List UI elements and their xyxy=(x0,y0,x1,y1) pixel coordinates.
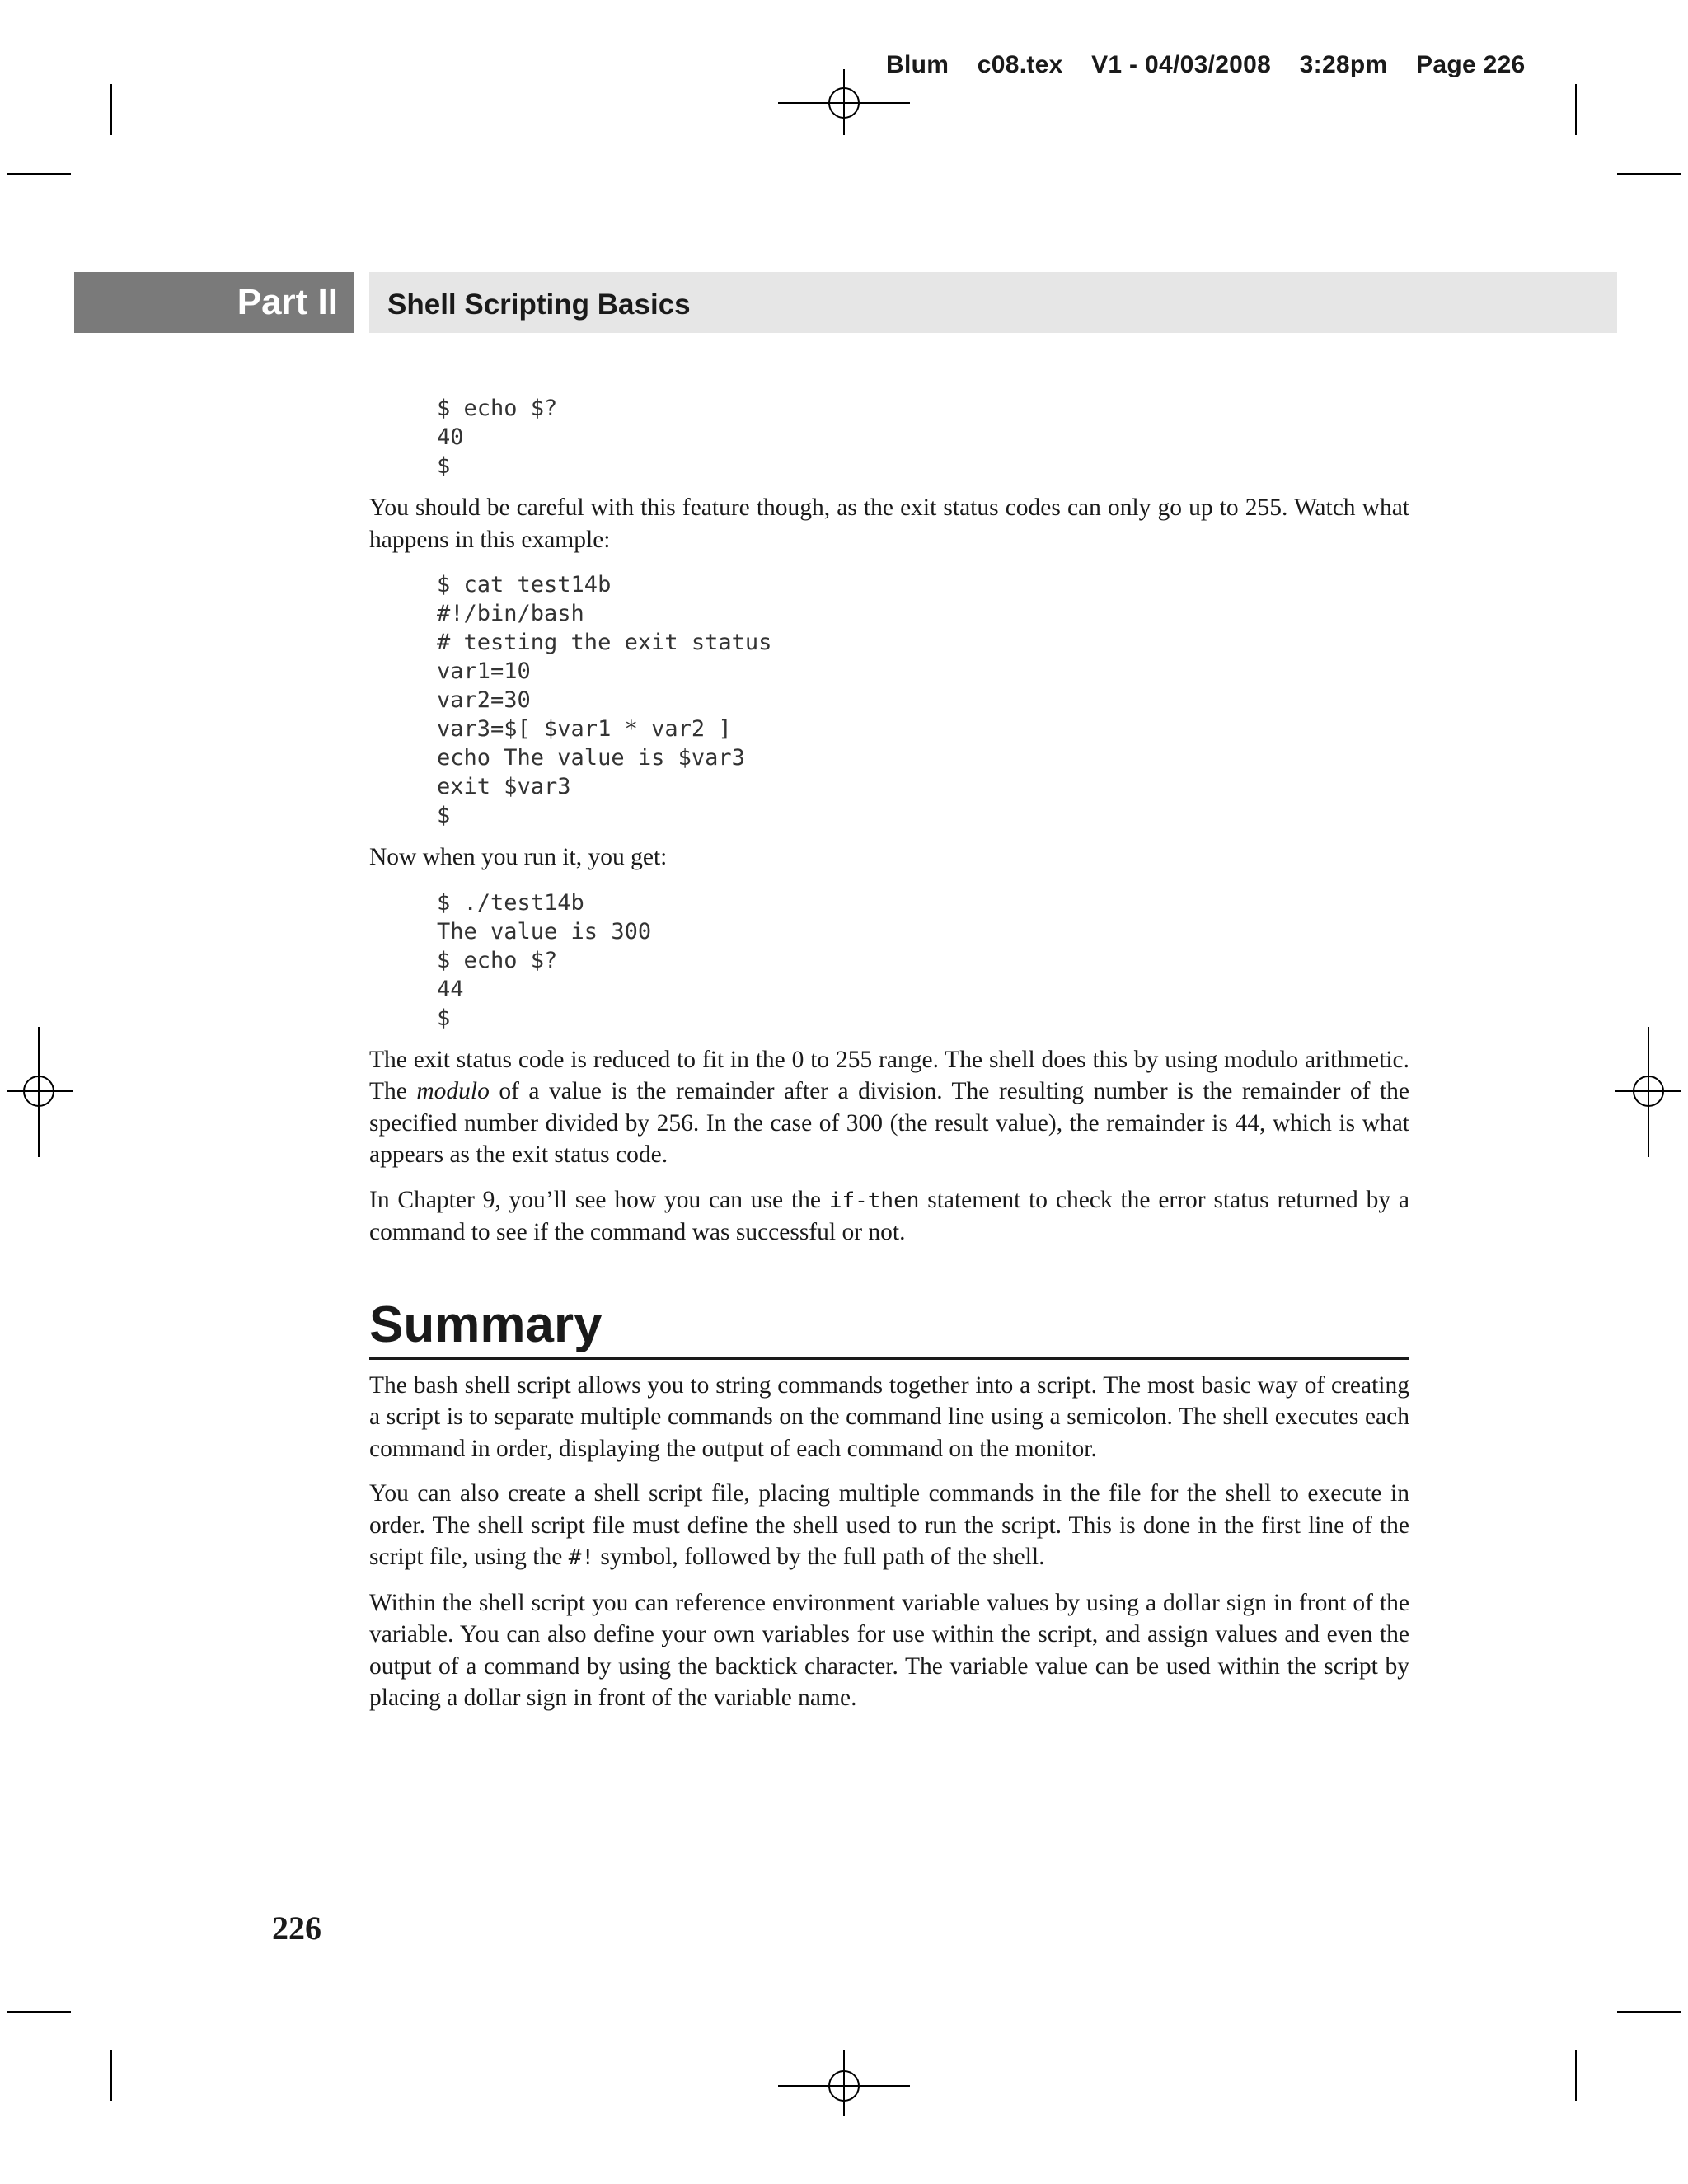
if-then-code: if-then xyxy=(828,1188,920,1213)
crop-mark-bottom-left-horizontal xyxy=(7,2011,71,2013)
summary-paragraph-2-text-b: symbol, followed by the full path of the shell. xyxy=(594,1544,1045,1570)
crop-mark-bottom-right-horizontal xyxy=(1617,2011,1681,2013)
page-number: 226 xyxy=(272,1910,321,1947)
crop-mark-bottom-right-vertical xyxy=(1575,2050,1577,2101)
paragraph-modulo-text-a: The exit status code is reduced to fit in the 0 to 255 range. The shell does this by using modulo arithmetic. The xyxy=(369,1046,1409,1104)
summary-paragraph-3: Within the shell script you can reference environment variable values by using a dollar sign in front of the variable. You can also define your own variables for use within the script, and assign values and even the output of a command by using the backtick character. The variable value can be used within the script by placing a dollar sign in front of the variable name. xyxy=(369,1589,1409,1711)
registration-mark-top-circle xyxy=(828,87,860,119)
paragraph-chapter-9-text-a: In Chapter 9, you’ll see how you can use the xyxy=(369,1186,829,1213)
summary-heading: Summary xyxy=(369,1296,1409,1360)
summary-paragraph-2-text-a: You can also create a shell script file, placing multiple commands in the file for the shell to execute in order. The shell script file must define the shell used to run the script. This is done in the first line of the script file, using the xyxy=(369,1480,1409,1570)
page-slug: Blum c08.tex V1 - 04/03/2008 3:28pm Page 226 xyxy=(886,51,1526,78)
crop-mark-top-right-vertical xyxy=(1575,84,1577,135)
registration-mark-bottom-circle xyxy=(828,2070,860,2102)
part-label: Part II xyxy=(74,272,354,333)
code-block-run-test14b: $ ./test14b The value is 300 $ echo $? 44 $ xyxy=(437,889,652,1031)
code-block-echo-status: $ echo $? 40 $ xyxy=(437,396,558,479)
shebang-code: #! xyxy=(568,1545,595,1570)
paragraph-modulo xyxy=(369,1044,1409,1171)
paragraph-modulo-text-b: of a value is the remainder after a division. The resulting number is the remainder of the specified number divided by 256. In the case of 300 (the result value), the remainder is 44, which is what appears as the exit status code. xyxy=(369,1078,1409,1168)
running-header-title: Shell Scripting Basics xyxy=(369,272,1617,333)
main-content xyxy=(369,394,1409,1714)
paragraph-exit-status-warning: You should be careful with this feature though, as the exit status codes can only go up to 255. Watch what happens in this example: xyxy=(369,494,1409,553)
paragraph-run-it: Now when you run it, you get: xyxy=(369,844,668,870)
summary-paragraph-1: The bash shell script allows you to string commands together into a script. The most basic way of creating a script is to separate multiple commands on the command line using a semicolon. The shell executes each command in order, displaying the output of each command on the monitor. xyxy=(369,1371,1409,1462)
modulo-term: modulo xyxy=(416,1078,490,1104)
crop-mark-bottom-left-vertical xyxy=(110,2050,112,2101)
crop-mark-top-right-horizontal xyxy=(1617,173,1681,175)
summary-paragraph-2 xyxy=(369,1478,1409,1574)
paragraph-chapter-9 xyxy=(369,1184,1409,1249)
crop-mark-top-left-vertical xyxy=(110,84,112,135)
registration-mark-right-circle xyxy=(1633,1076,1664,1107)
crop-mark-top-left-horizontal xyxy=(7,173,71,175)
paragraph-chapter-9-text-b: statement to check the error status returned by a command to see if the command was successful or not. xyxy=(369,1186,1409,1245)
registration-mark-left-circle xyxy=(23,1076,54,1107)
code-block-test14b: $ cat test14b #!/bin/bash # testing the exit status var1=10 var2=30 var3=$[ $var1 * var2 ] echo The value is $var3 exit $var3 $ xyxy=(437,572,772,828)
